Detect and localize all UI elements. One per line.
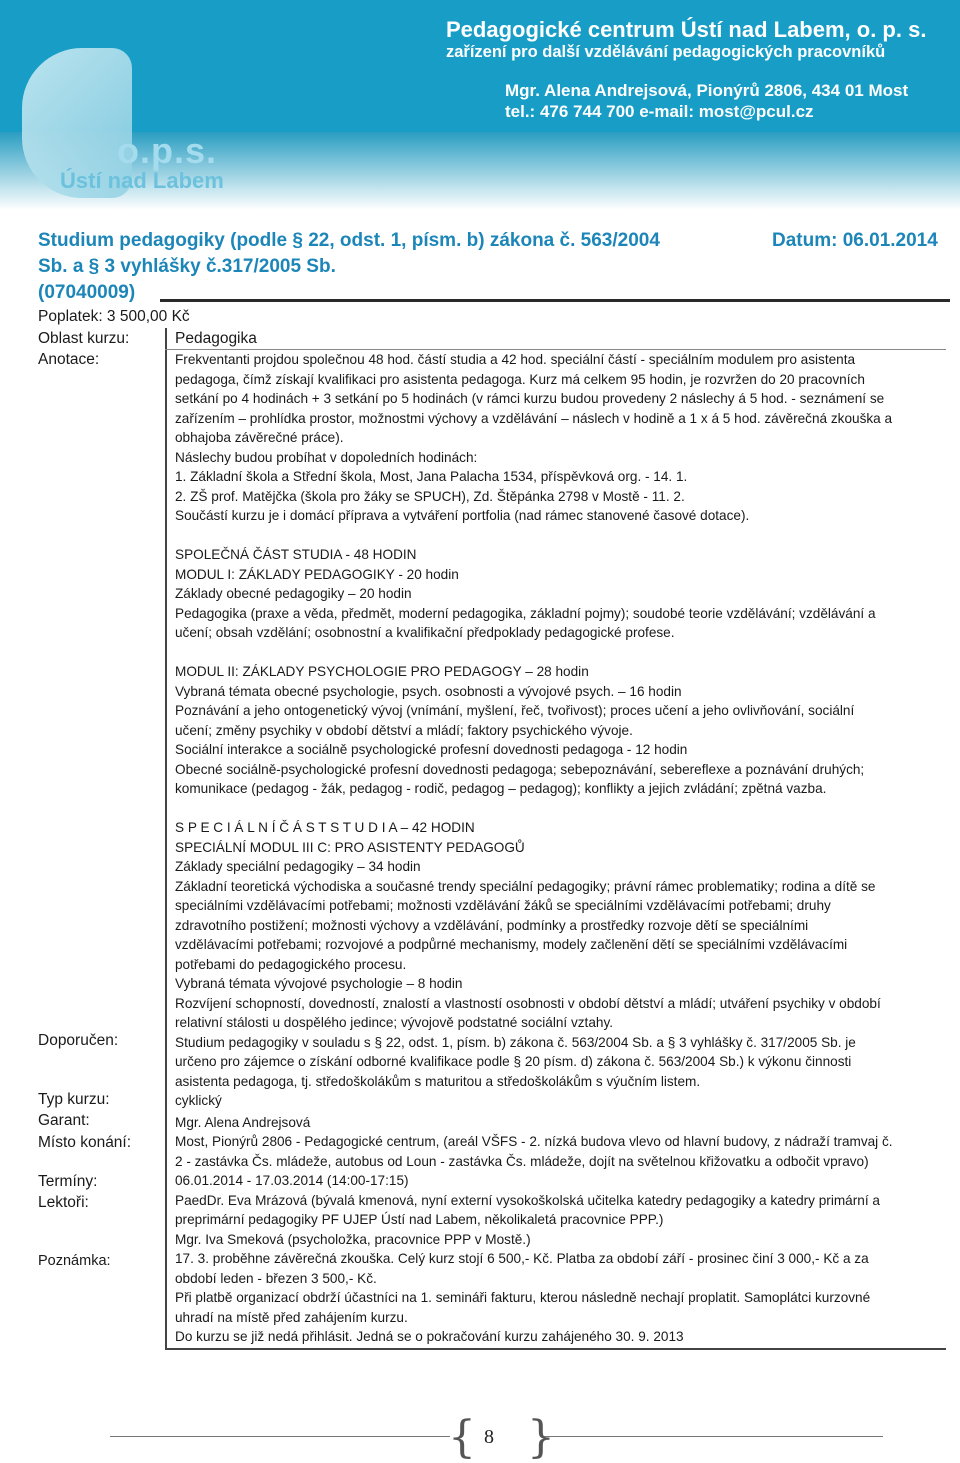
title-divider — [160, 299, 950, 302]
annotation-label: Anotace: — [38, 351, 100, 368]
note-line: uhradí na místě před zahájením kurzu. — [175, 1309, 408, 1325]
annotation-line: pedagoga, čímž získají kvalifikaci pro asistenta pedagoga. Kurz má celkem 95 hodin, je rozvržen do 20 pracovních — [175, 371, 865, 387]
logo-city-text: Ústí nad Labem — [60, 168, 224, 193]
special-part-line: Základní teoretická východiska a současné trendy speciální pedagogiky; právní rámec problematiky; rodina a dítě se — [175, 878, 876, 894]
type-value: cyklický — [175, 1093, 222, 1108]
note-line: Do kurzu se již nedá přihlásit. Jedná se o pokračování kurzu zahájeného 30. 9. 2013 — [175, 1329, 684, 1344]
annotation-line: Náslechy budou probíhat v dopoledních hodinách: — [175, 449, 478, 465]
lecturers-line: PaedDr. Eva Mrázová (bývalá kmenová, nyní externí vysokoškolská učitelka katedry pedagogiky a katedry primární a — [175, 1192, 880, 1208]
annotation-line: setkání po 4 hodinách + 3 setkání po 5 hodinách (v rámci kurzu budou provedeny 2 náslechy á 5 hod. - seznámení se — [175, 391, 885, 406]
footer-right-brace-icon: } — [527, 1412, 555, 1463]
special-part-line: potřebami do pedagogického procesu. — [175, 956, 407, 972]
logo — [22, 38, 232, 198]
contact-phone-email: tel.: 476 744 700 e-mail: most@pcul.cz — [505, 102, 814, 121]
note-line: 17. 3. proběhne závěrečná zkouška. Celý kurz stojí 6 500,- Kč. Platba za období září - prosinec činí 3 000,- Kč a za — [175, 1251, 869, 1266]
logo-ops-text: o.p.s. — [117, 130, 218, 171]
module2-line: Vybraná témata obecné psychologie, psych. osobnosti a vývojové psych. – 16 hodin — [175, 683, 682, 699]
area-label: Oblast kurzu: — [38, 330, 130, 347]
venue-line: 2 - zastávka Čs. mládeže, autobus od Loun - zastávka Čs. mládeže, dojít na světelnou křižovatku a odbočit vpravo) — [175, 1153, 869, 1169]
annotation-line: Součástí kurzu je i domácí příprava a vytváření portfolia (nad rámec stanovené časové dotace). — [175, 508, 750, 523]
special-part-line: Vybraná témata vývojové psychologie – 8 hodin — [175, 976, 463, 991]
table-bottom-border — [165, 1348, 946, 1350]
special-part-line: Základy speciální pedagogiky – 34 hodin — [175, 859, 421, 874]
dates-label: Termíny: — [38, 1173, 98, 1190]
common-part-line: MODUL I: ZÁKLADY PEDAGOGIKY - 20 hodin — [175, 566, 459, 582]
contact-address: Mgr. Alena Andrejsová, Pionýrů 2806, 434 01 Most — [505, 81, 909, 100]
course-content — [175, 350, 945, 1347]
recommended-line: Studium pedagogiky v souladu s § 22, odst. 1, písm. b) zákona č. 563/2004 Sb. a § 3 vyhlášky č. 317/2005 Sb. je — [175, 1034, 856, 1050]
module2-line: MODUL II: ZÁKLADY PSYCHOLOGIE PRO PEDAGOGY – 28 hodin — [175, 664, 589, 679]
dates-value: 06.01.2014 - 17.03.2014 (14:00-17:15) — [175, 1173, 409, 1188]
course-title — [38, 228, 678, 306]
org-block — [446, 18, 926, 62]
module2-line: komunikace (pedagog - žák, pedagog - rodič, pedagog – pedagog); konflikty a jejich zvládání; zpětná vazba. — [175, 781, 827, 796]
module2-line: Obecné sociálně-psychologické profesní dovednosti pedagoga; sebepoznávání, sebereflexe a poznávání druhých; — [175, 761, 865, 777]
note-line: období leden - březen 3 500,- Kč. — [175, 1270, 377, 1286]
recommended-line: určeno pro zájemce o získání odborné kvalifikace podle § 20 písm. d) zákona č. 563/2004 Sb.) k výkonu činnosti — [175, 1054, 852, 1069]
common-part-line: učení; obsah vzdělání; osobnostní a kvalifikační předpoklady pedagogické profese. — [175, 625, 675, 640]
course-date: Datum: 06.01.2014 — [772, 230, 938, 251]
common-part-line: SPOLEČNÁ ČÁST STUDIA - 48 HODIN — [175, 547, 417, 562]
page-number: 8 — [484, 1426, 494, 1448]
annotation-line: 1. Základní škola a Střední škola, Most, Jana Palacha 1534, příspěvková org. - 14. 1. — [175, 469, 688, 484]
area-value: Pedagogika — [175, 330, 257, 347]
annotation-line: 2. ZŠ prof. Matějčka (škola pro žáky se SPUCH), Zd. Štěpánka 2798 v Mostě - 11. 2. — [175, 488, 685, 504]
module2-line: Poznávání a jeho ontogenetický vývoj (vnímání, myšlení, řeč, tvořivost); proces učení a jeho ovlivňování, sociální — [175, 703, 855, 718]
annotation-line: obhajoba závěrečné práce). — [175, 430, 344, 445]
lecturers-line: Mgr. Iva Smeková (psycholožka, pracovnice PPP v Mostě.) — [175, 1231, 531, 1247]
note-label: Poznámka: — [38, 1253, 111, 1269]
venue-label: Místo konání: — [38, 1134, 132, 1151]
fee-label: Poplatek: 3 500,00 Kč — [38, 308, 190, 325]
special-part-line: vzdělávacími potřebami; rozvojové a podpůrné mechanismy, modely začlenění dětí se speciálními vzdělávacími — [175, 937, 848, 952]
footer-rule-left — [110, 1436, 450, 1437]
type-label: Typ kurzu: — [38, 1091, 110, 1108]
org-subtitle: zařízení pro další vzdělávání pedagogických pracovníků — [446, 43, 886, 61]
contact-block — [505, 80, 908, 122]
lecturers-label: Lektoři: — [38, 1194, 89, 1211]
note-line: Při platbě organizací obdrží účastníci na 1. semináři fakturu, kterou následně nechají proplatit. Samoplátci kurzovné — [175, 1290, 871, 1305]
special-part-line: Rozvíjení schopností, dovedností, znalostí a vlastností osobnosti v období dětství a mládí; utváření psychiky v období — [175, 995, 881, 1011]
special-part-line: zdravotního postižení; možnosti výchovy a vzdělávání, podmínky a prostředky rozvoje dětí se speciálními — [175, 917, 809, 933]
annotation-line: Frekventanti projdou společnou 48 hod. částí studia a 42 hod. speciální částí - speciálním modulem pro asistenta — [175, 352, 856, 367]
header-banner — [0, 0, 960, 210]
module2-line: Sociální interakce a sociálně psychologické profesní dovednosti pedagoga - 12 hodin — [175, 742, 688, 757]
special-part-line: relativní stálosti u dospělého jedince; vývojově podstatné sociální vztahy. — [175, 1015, 614, 1030]
footer-rule-right — [543, 1436, 883, 1437]
course-code: (07040009) — [38, 282, 136, 303]
common-part-line: Základy obecné pedagogiky – 20 hodin — [175, 586, 412, 601]
recommended-label: Doporučen: — [38, 1032, 119, 1049]
special-part-line: speciálními vzdělávacími potřebami; možnosti vzdělávání žáků se speciálními vzdělávacími potřebami; druhy — [175, 898, 831, 913]
module2-line: učení; změny psychiky v období dětství a mládí; faktory psychického vývoje. — [175, 722, 633, 738]
common-part-line: Pedagogika (praxe a věda, předmět, moderní pedagogika, základní pojmy); soudobé teorie vzdělávání; vzdělávání a — [175, 605, 876, 621]
guarantor-label: Garant: — [38, 1112, 90, 1129]
special-part-line: SPECIÁLNÍ MODUL III C: PRO ASISTENTY PEDAGOGŮ — [175, 839, 525, 855]
guarantor-value: Mgr. Alena Andrejsová — [175, 1114, 311, 1130]
table-left-border — [165, 328, 167, 1350]
course-title-line2: Sb. a § 3 vyhlášky č.317/2005 Sb. — [38, 256, 336, 277]
org-name: Pedagogické centrum Ústí nad Labem, o. p. s. — [446, 17, 927, 42]
footer-left-brace-icon: { — [448, 1412, 476, 1463]
special-part-line: S P E C I Á L N Í Č Á S T S T U D I A – 42 HODIN — [175, 820, 475, 835]
course-title-line1: Studium pedagogiky (podle § 22, odst. 1, písm. b) zákona č. 563/2004 — [38, 230, 660, 251]
venue-line: Most, Pionýrů 2806 - Pedagogické centrum, (areál VŠFS - 2. nízká budova vlevo od hlavní budovy, z nádraží tramvaj č. — [175, 1134, 893, 1149]
annotation-line: zařízením – prohlídka prostor, možnostmi výchovy a vzdělávání – náslech v hodině a 1 x á 5 hod. závěrečná zkouška a — [175, 410, 893, 426]
recommended-line: asistenta pedagoga, tj. středoškolákům s maturitou a středoškolákům s výučním listem. — [175, 1073, 701, 1089]
lecturers-line: preprimární pedagogiky PF UJEP Ústí nad Labem, několikaletá pracovnice PPP.) — [175, 1212, 664, 1227]
